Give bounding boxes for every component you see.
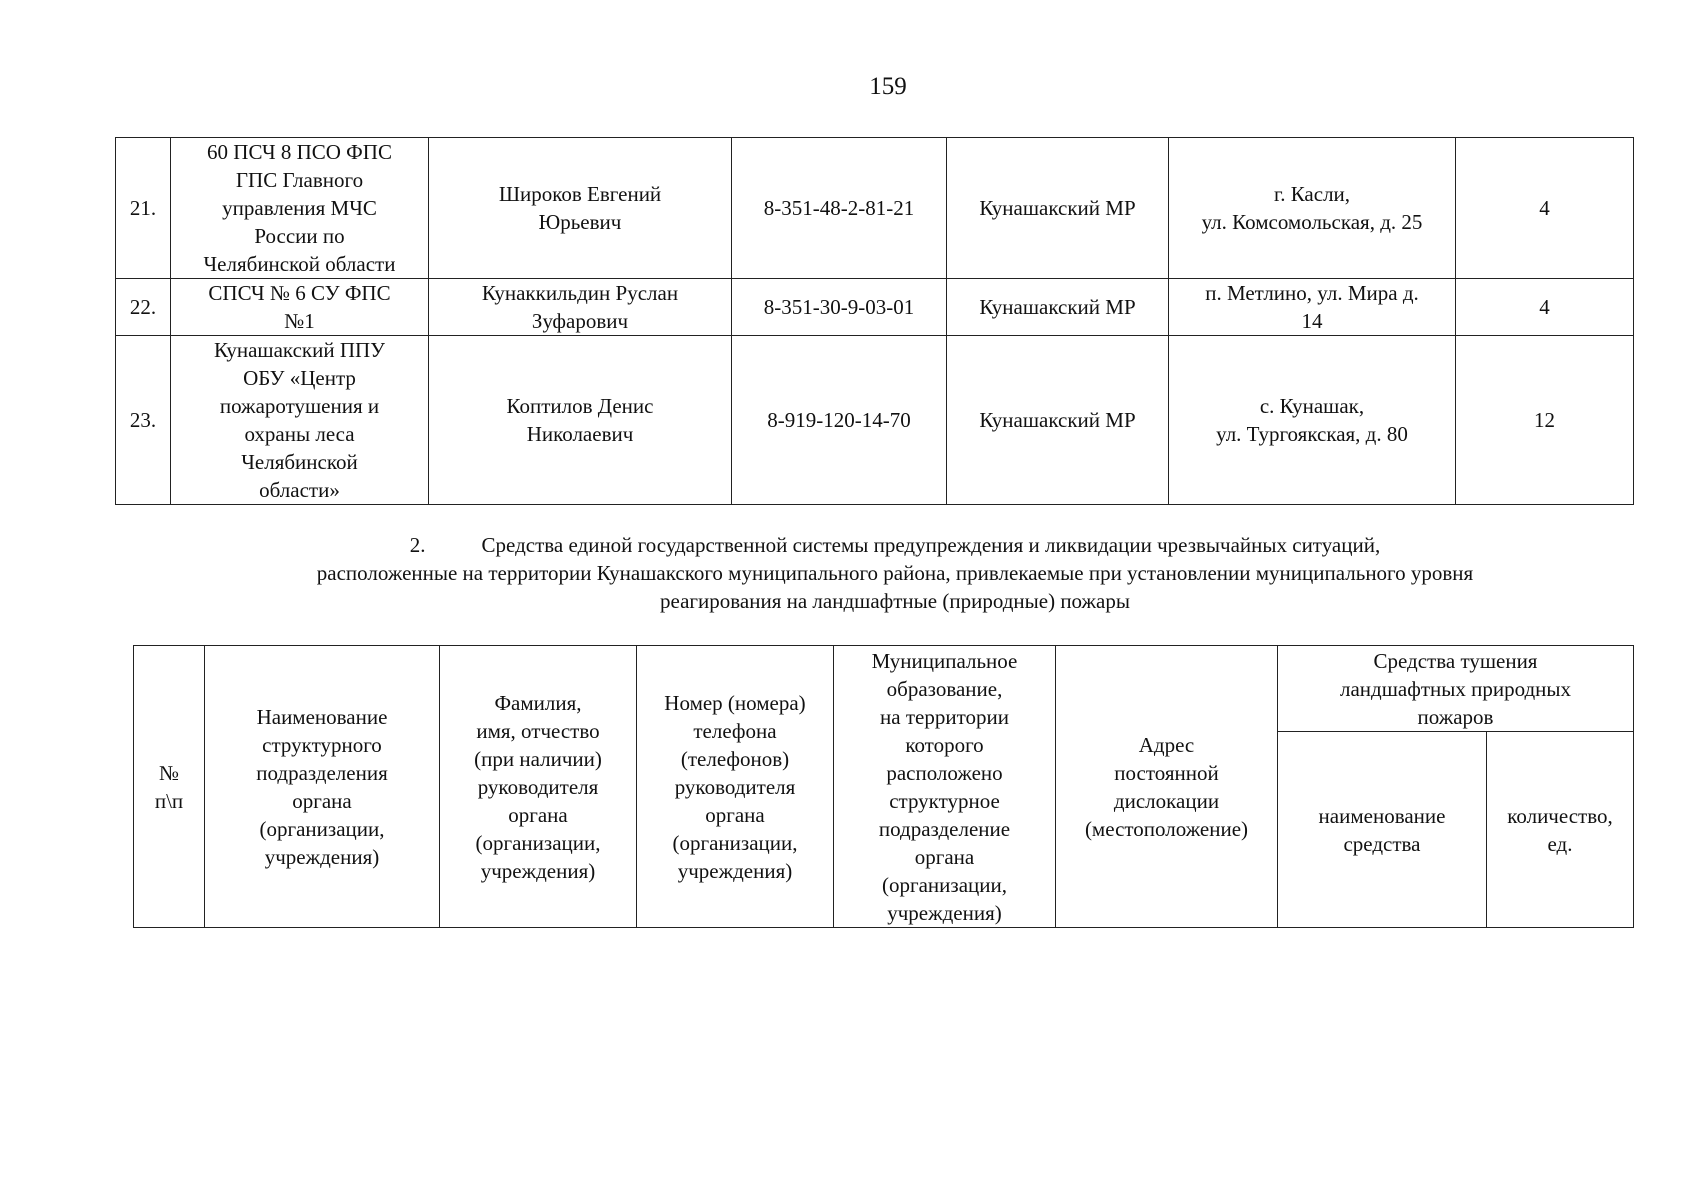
header-row [134, 646, 1634, 732]
header-line: (организации, [672, 830, 798, 855]
phone-cell: 8-351-48-2-81-21 [732, 138, 947, 279]
header-phone [637, 646, 834, 928]
quantity-cell: 4 [1456, 279, 1634, 336]
head-name-line: Зуфарович [531, 309, 629, 333]
unit-name-line: СПСЧ № 6 СУ ФПС [208, 281, 391, 305]
unit-name-line: Кунашакский ППУ [213, 338, 386, 362]
municipality-cell: Кунашакский МР [947, 336, 1169, 505]
address-line: п. Метлино, ул. Мира д. [1205, 281, 1419, 305]
head-name-line: Юрьевич [538, 210, 622, 234]
header-line: структурное [889, 788, 1000, 813]
header-line: структурного [262, 732, 382, 757]
header-line: Средства тушения [1373, 648, 1538, 673]
unit-name-line: управления МЧС [222, 196, 377, 220]
unit-name-cell [171, 279, 429, 336]
section-heading-line: реагирования на ландшафтные (природные) пожары [660, 589, 1130, 613]
municipality-cell: Кунашакский МР [947, 138, 1169, 279]
head-name-cell [429, 336, 732, 505]
header-line: № [158, 760, 180, 785]
header-line: (при наличии) [474, 746, 602, 771]
row-number: 23. [116, 336, 171, 505]
table-row [116, 138, 1634, 279]
header-address [1056, 646, 1278, 928]
header-head-name [440, 646, 637, 928]
header-line: учреждения) [887, 900, 1002, 925]
header-line: имя, отчество [476, 718, 600, 743]
table-row [116, 336, 1634, 505]
head-name-cell [429, 138, 732, 279]
header-line: органа [705, 802, 765, 827]
header-line: (организации, [882, 872, 1007, 897]
header-line: (организации, [475, 830, 601, 855]
header-line: учреждения) [677, 858, 793, 883]
header-means-qty [1487, 732, 1634, 928]
header-num [134, 646, 205, 928]
header-line: Муниципальное [871, 648, 1018, 673]
header-line: органа [508, 802, 568, 827]
header-line: ландшафтных природных [1340, 676, 1571, 701]
address-cell [1169, 336, 1456, 505]
header-municipality [834, 646, 1056, 928]
header-line: (местоположение) [1084, 816, 1249, 841]
header-line: на территории [880, 704, 1009, 729]
unit-name-line: пожаротушения и [219, 394, 380, 418]
unit-name-cell [171, 138, 429, 279]
header-unit-name [205, 646, 440, 928]
header-line: телефона [693, 718, 777, 743]
header-line: руководителя [674, 774, 796, 799]
row-number: 22. [116, 279, 171, 336]
page-number: 159 [869, 73, 907, 100]
section-heading-line: расположенные на территории Кунашакского муниципального района, привлекаемые при установлении муниципального уровня [316, 561, 1474, 585]
means-table [133, 645, 1634, 928]
head-name-line: Кунаккильдин Руслан [481, 281, 679, 305]
row-number: 21. [116, 138, 171, 279]
header-line: наименование [1318, 803, 1446, 828]
header-line: Наименование [256, 704, 388, 729]
header-line: учреждения) [264, 844, 380, 869]
header-line: руководителя [477, 774, 599, 799]
address-cell [1169, 279, 1456, 336]
phone-cell: 8-919-120-14-70 [732, 336, 947, 505]
header-line: Номер (номера) [664, 690, 806, 715]
header-line: постоянной [1114, 760, 1219, 785]
unit-name-line: России по [254, 224, 345, 248]
header-line: количество, [1507, 803, 1613, 828]
phone-cell: 8-351-30-9-03-01 [732, 279, 947, 336]
head-name-line: Николаевич [526, 422, 634, 446]
unit-name-line: Челябинской области [203, 252, 396, 276]
section-heading-line [160, 531, 1630, 559]
address-line: ул. Комсомольская, д. 25 [1201, 210, 1423, 234]
address-line: 14 [1301, 309, 1323, 333]
header-line: (организации, [259, 816, 385, 841]
header-line: органа [914, 844, 975, 869]
header-line: образование, [886, 676, 1003, 701]
table-row [116, 279, 1634, 336]
header-means-name [1278, 732, 1487, 928]
quantity-cell: 12 [1456, 336, 1634, 505]
header-line: расположено [886, 760, 1003, 785]
header-line: (телефонов) [680, 746, 790, 771]
municipality-cell: Кунашакский МР [947, 279, 1169, 336]
unit-name-line: охраны леса [244, 422, 355, 446]
header-line: ед. [1547, 831, 1573, 856]
section-heading [160, 531, 1630, 615]
header-line: подразделение [878, 816, 1011, 841]
header-line: Фамилия, [494, 690, 582, 715]
unit-name-cell [171, 336, 429, 505]
head-name-cell [429, 279, 732, 336]
address-line: г. Касли, [1273, 182, 1351, 206]
unit-name-line: ОБУ «Центр [243, 366, 356, 390]
header-line: подразделения [256, 760, 388, 785]
header-line: учреждения) [480, 858, 596, 883]
header-line: средства [1343, 831, 1421, 856]
header-line: Адрес [1138, 732, 1195, 757]
address-line: ул. Тургоякская, д. 80 [1216, 422, 1408, 446]
header-line: дислокации [1113, 788, 1220, 813]
forces-table [115, 137, 1634, 505]
unit-name-line: Челябинской [241, 450, 358, 474]
unit-name-line: ГПС Главного [235, 168, 364, 192]
quantity-cell: 4 [1456, 138, 1634, 279]
section-title: Средства единой государственной системы предупреждения и ликвидации чрезвычайных ситуаций, [481, 533, 1381, 557]
header-line: органа [292, 788, 352, 813]
section-number: 2. [409, 533, 426, 557]
address-line: с. Кунашак, [1259, 394, 1365, 418]
address-cell [1169, 138, 1456, 279]
header-line: п\п [154, 788, 184, 813]
header-means-group [1278, 646, 1634, 732]
unit-name-line: 60 ПСЧ 8 ПСО ФПС [207, 140, 392, 164]
unit-name-line: области» [259, 478, 340, 502]
unit-name-line: №1 [284, 309, 315, 333]
head-name-line: Широков Евгений [498, 182, 662, 206]
header-line: которого [905, 732, 984, 757]
head-name-line: Коптилов Денис [506, 394, 654, 418]
header-line: пожаров [1417, 704, 1494, 729]
